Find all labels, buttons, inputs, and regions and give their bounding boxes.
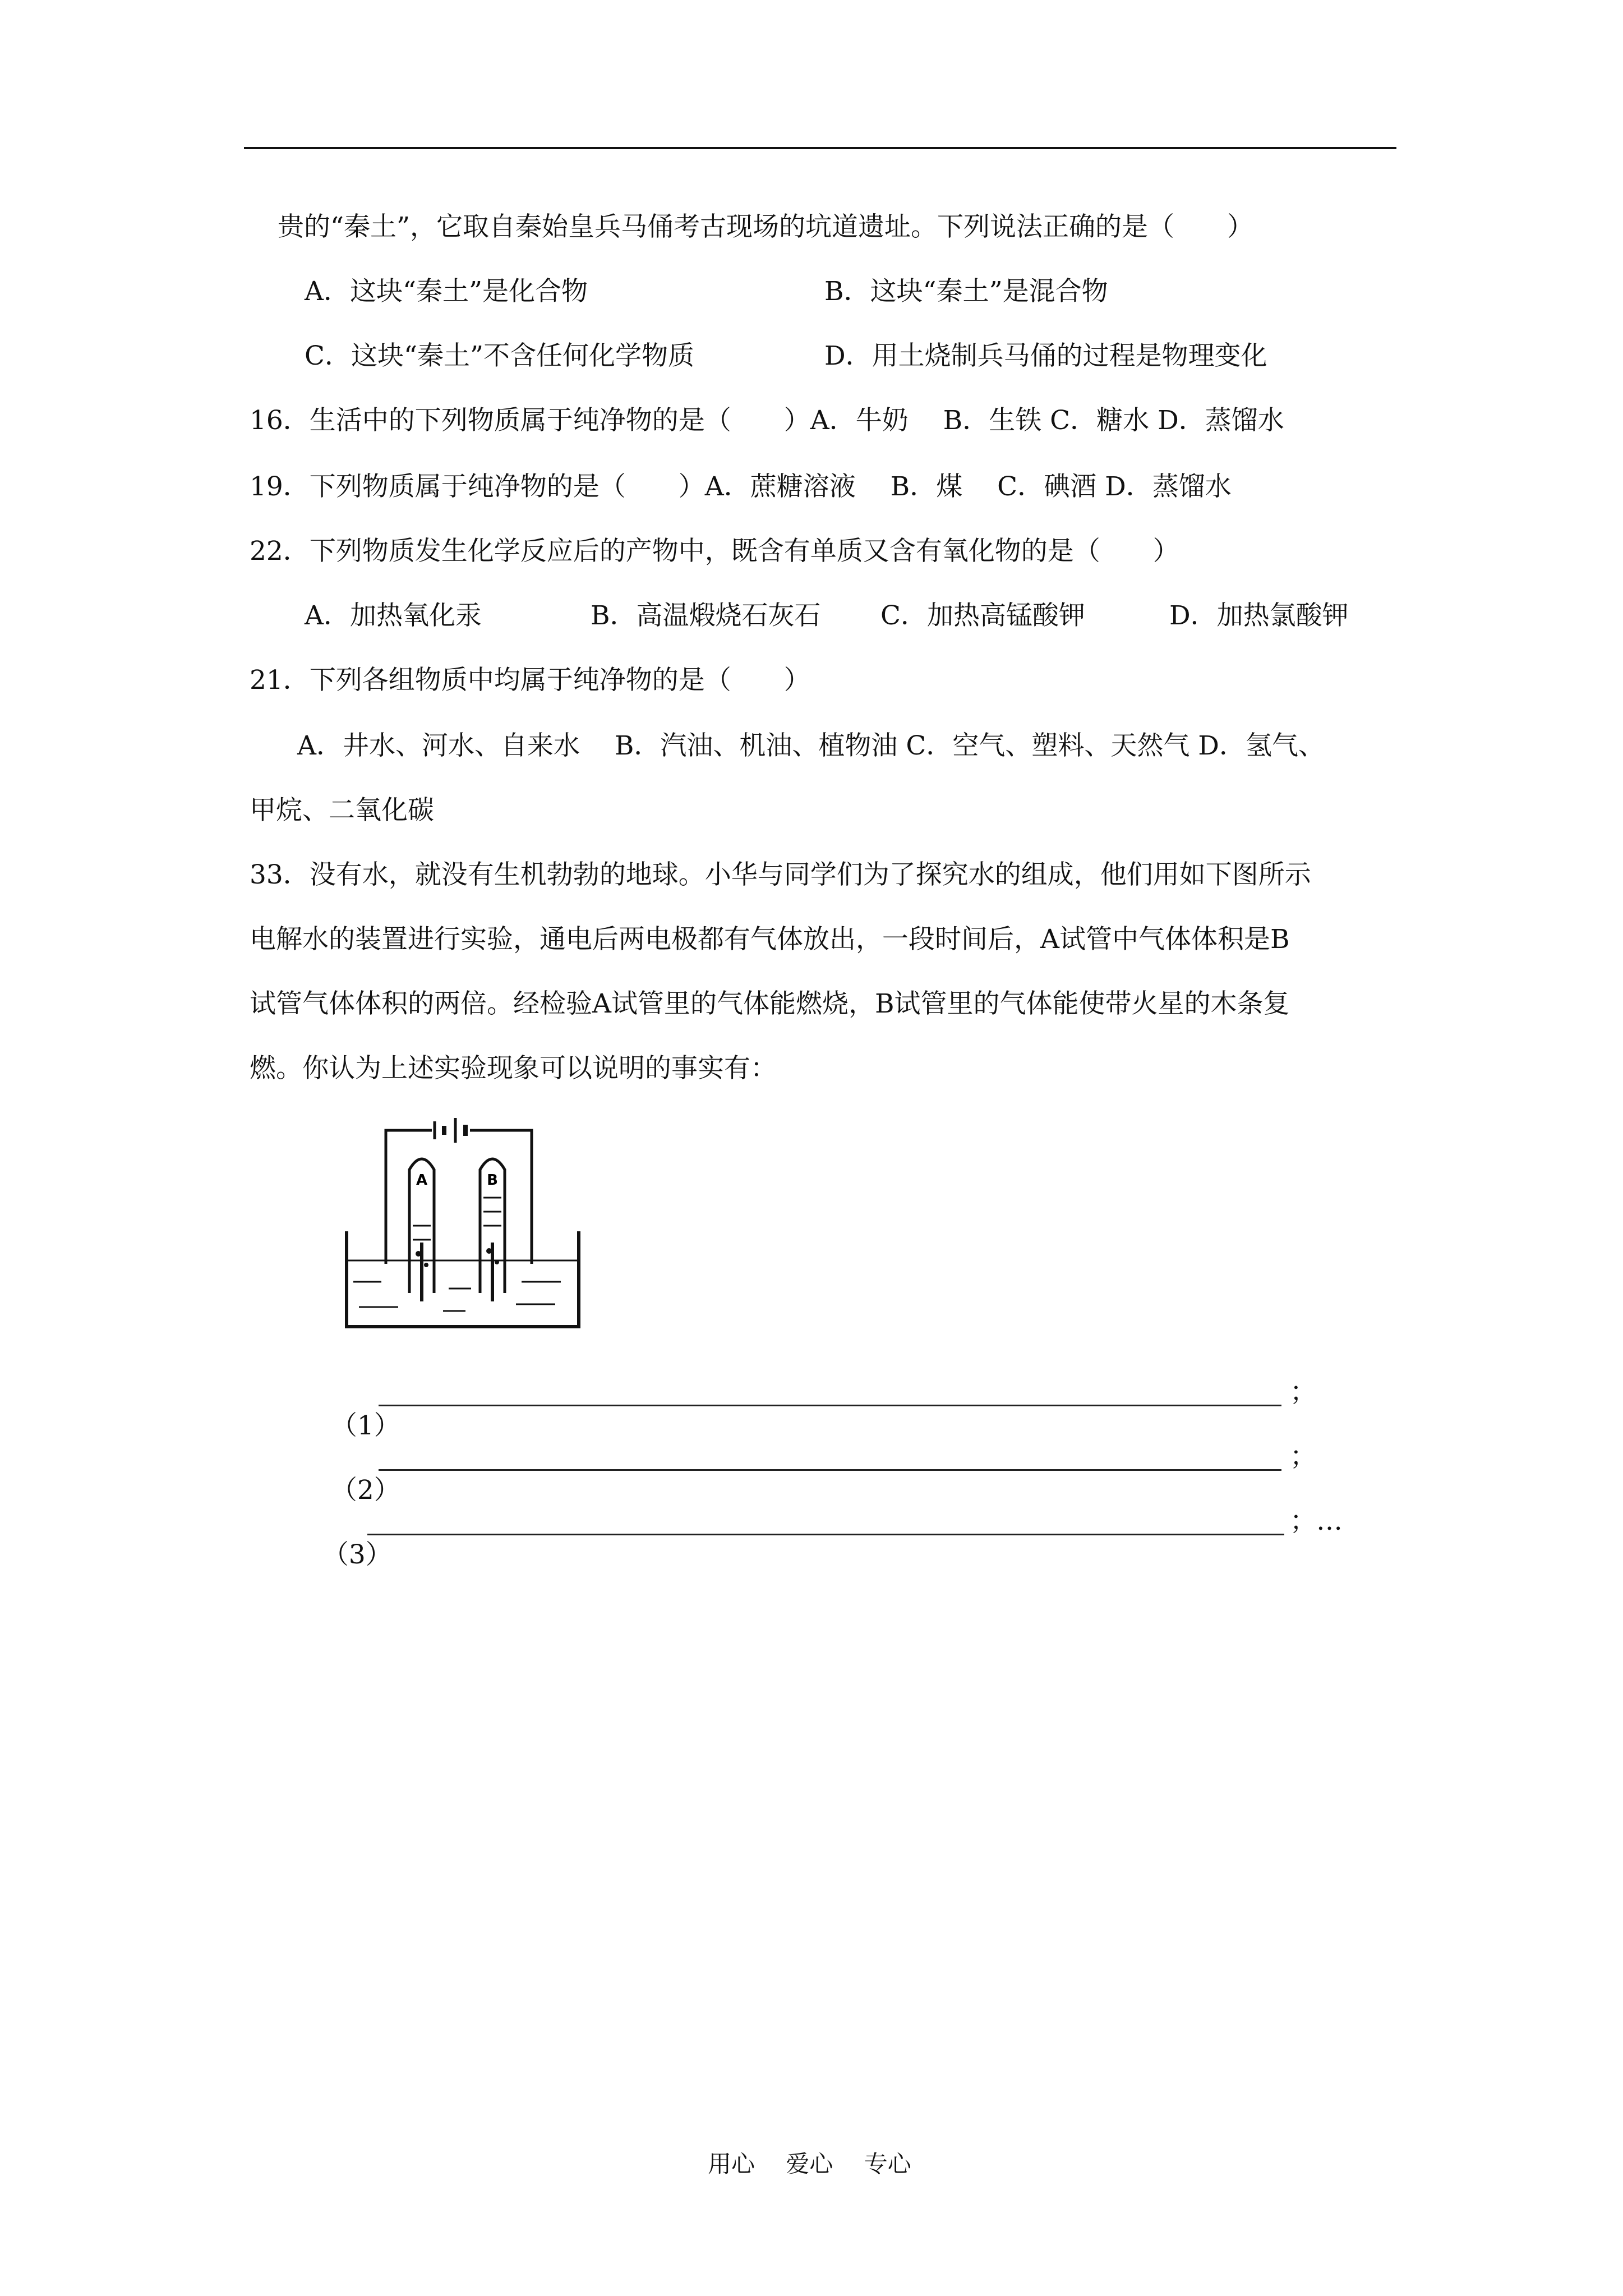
question-21: 21．下列各组物质中均属于纯净物的是（ ） bbox=[250, 665, 810, 696]
blank-number: （2） bbox=[330, 1475, 400, 1506]
question-19: 19．下列物质属于纯净物的是（ ）A．蔗糖溶液 B．煤 C．碘酒 D．蒸馏水 bbox=[250, 471, 1232, 502]
q15-option-a: A．这块“秦土”是化合物 bbox=[305, 276, 588, 307]
q21-options-continued: 甲烷、二氧化碳 bbox=[250, 795, 434, 826]
blank-underline[interactable] bbox=[379, 1469, 1281, 1471]
water-trough bbox=[347, 1231, 579, 1327]
q22-option-d: D．加热氯酸钾 bbox=[1169, 600, 1349, 631]
page-footer: 用心 爱心 专心 bbox=[708, 2150, 911, 2178]
q15-option-b: B．这块“秦土”是混合物 bbox=[824, 276, 1108, 307]
q22-option-b: B．高温煅烧石灰石 bbox=[591, 600, 821, 631]
question-33-line-3: 试管气体体积的两倍。经检验A试管里的气体能燃烧，B试管里的气体能使带火星的木条复 bbox=[250, 988, 1290, 1019]
q15-option-d: D．用土烧制兵马俑的过程是物理变化 bbox=[824, 341, 1267, 371]
blank-end: ； bbox=[1290, 1377, 1316, 1407]
question-22: 22．下列物质发生化学反应后的产物中，既含有单质又含有氧化物的是（ ） bbox=[250, 536, 1179, 567]
question-16: 16．生活中的下列物质属于纯净物的是（ ）A．牛奶 B．生铁 C．糖水 D．蒸馏水 bbox=[250, 405, 1284, 436]
question-33-line-2: 电解水的装置进行实验，通电后两电极都有气体放出，一段时间后，A试管中气体体积是B bbox=[250, 924, 1290, 955]
answer-blank-3 bbox=[306, 1504, 1343, 1639]
blank-underline[interactable] bbox=[367, 1534, 1284, 1535]
q15-option-c: C．这块“秦土”不含任何化学物质 bbox=[305, 341, 695, 371]
tube-a-label: A bbox=[416, 1172, 428, 1189]
blank-end: ；… bbox=[1290, 1506, 1343, 1536]
question-33-line-4: 燃。你认为上述实验现象可以说明的事实有： bbox=[250, 1053, 777, 1084]
q21-options: A．井水、河水、自来水 B．汽油、机油、植物油 C．空气、塑料、天然气 D．氢气、 bbox=[297, 730, 1325, 761]
header-rule bbox=[244, 147, 1396, 149]
question-33-line-1: 33．没有水，就没有生机勃勃的地球。小华与同学们为了探究水的组成，他们用如下图所示 bbox=[250, 859, 1311, 890]
q22-option-c: C．加热高锰酸钾 bbox=[880, 600, 1085, 631]
q15-continuation: 贵的“秦土”，它取自秦始皇兵马俑考古现场的坑道遗址。下列说法正确的是（ ） bbox=[278, 211, 1254, 242]
blank-end: ； bbox=[1290, 1441, 1316, 1472]
electrolysis-apparatus-diagram bbox=[336, 1114, 589, 1332]
blank-number: （1） bbox=[330, 1410, 400, 1441]
blank-underline[interactable] bbox=[379, 1405, 1281, 1406]
blank-number: （3） bbox=[322, 1539, 392, 1570]
q22-option-a: A．加热氧化汞 bbox=[305, 600, 482, 631]
tube-b-label: B bbox=[487, 1172, 498, 1189]
